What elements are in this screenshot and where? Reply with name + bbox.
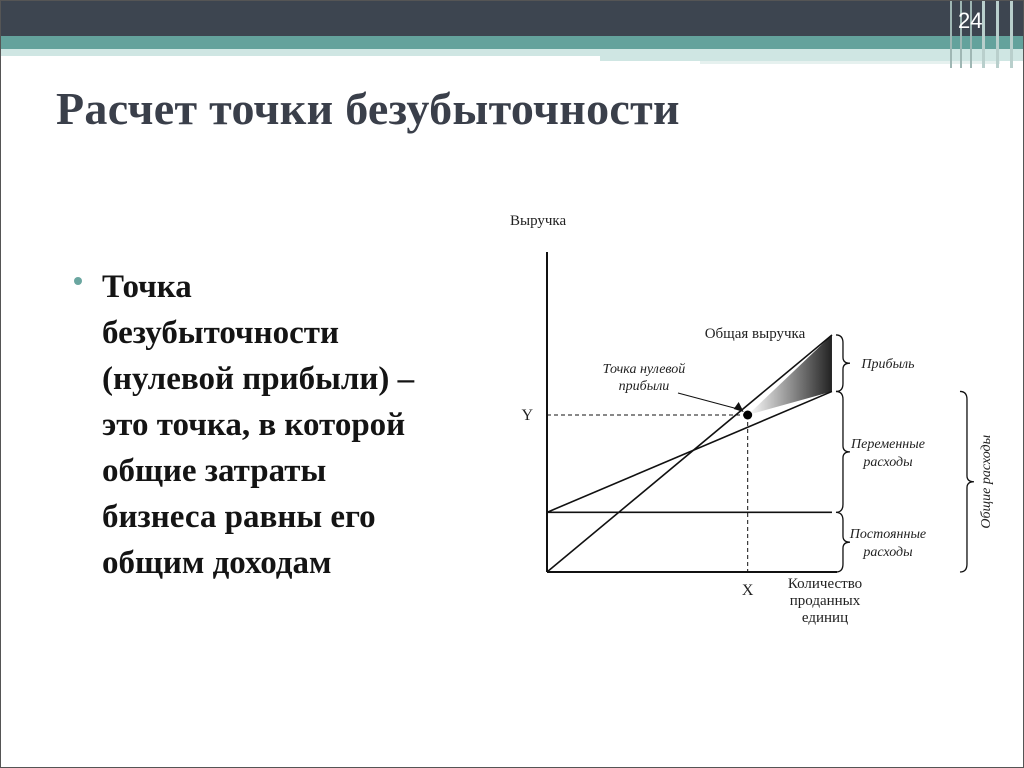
y-tick-label: Y xyxy=(521,407,533,424)
bullet-dot-icon xyxy=(74,277,82,285)
brace-fixed-costs xyxy=(836,512,850,572)
slide-top-bar xyxy=(0,0,1024,36)
y-axis-label: Выручка xyxy=(510,213,567,229)
revenue-line xyxy=(547,335,832,572)
x-tick-label: X xyxy=(741,582,754,599)
brace-profit xyxy=(836,335,850,392)
brace-label-profit: Прибыль xyxy=(861,357,915,373)
breakeven-label: Точка нулевой прибыли xyxy=(602,362,686,394)
profit-area xyxy=(748,335,832,415)
slide-accent-band xyxy=(0,36,1024,49)
slide-number: 24 xyxy=(958,8,983,33)
bullet-text: Точка безубыточности (нулевой прибыли) – это точка, в которой общие затраты бизнеса равны его общим доходам xyxy=(102,269,415,581)
breakeven-point xyxy=(743,411,752,420)
x-axis-label: Количество проданных единиц xyxy=(787,576,863,626)
brace-label-variable-costs: Переменные расходы xyxy=(851,436,925,470)
slide-title: Расчет точки безубыточности xyxy=(56,83,680,134)
breakeven-chart xyxy=(490,195,1020,645)
total-cost-line xyxy=(547,391,832,512)
revenue-label: Общая выручка xyxy=(704,326,806,342)
breakeven-arrow xyxy=(678,393,742,410)
brace-label-total-costs: Общие расходы xyxy=(978,434,994,529)
brace-total-costs xyxy=(960,391,974,572)
breakeven-arrowhead xyxy=(734,402,744,412)
slide-accent-band-pale xyxy=(0,49,1024,56)
brace-label-fixed-costs: Постоянные расходы xyxy=(849,527,927,561)
brace-variable-costs xyxy=(836,391,850,512)
